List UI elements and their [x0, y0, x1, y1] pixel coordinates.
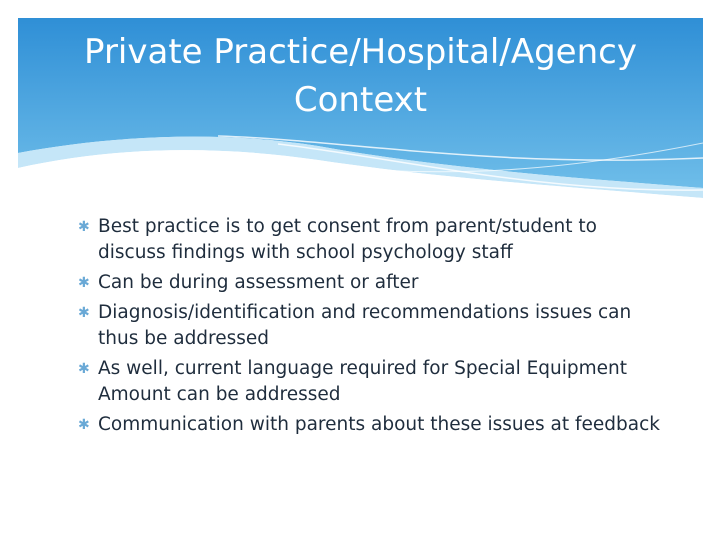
bullet-text: Communication with parents about these issues at feedback: [98, 414, 661, 435]
bullet-item: [78, 214, 668, 266]
bullet-item: [78, 300, 668, 352]
bullet-text: Best practice is to get consent from parent/student to discuss findings with school psychology staff: [98, 216, 597, 263]
asterisk-bullet-icon: ✱: [78, 417, 90, 433]
title-line-2: Context: [293, 80, 428, 120]
asterisk-bullet-icon: ✱: [78, 219, 90, 235]
asterisk-bullet-icon: ✱: [78, 361, 90, 377]
bullet-item: [78, 270, 668, 296]
bullet-item: [78, 412, 668, 438]
bullet-text: Diagnosis/identification and recommendations issues can thus be addressed: [98, 302, 632, 349]
bullet-text: As well, current language required for Special Equipment Amount can be addressed: [98, 358, 628, 405]
bullet-list: [78, 214, 668, 442]
title-line-1: Private Practice/Hospital/Agency: [84, 32, 637, 72]
asterisk-bullet-icon: ✱: [78, 305, 90, 321]
bullet-text: Can be during assessment or after: [98, 272, 419, 293]
asterisk-bullet-icon: ✱: [78, 275, 90, 291]
bullet-item: [78, 356, 668, 408]
slide-title: [18, 28, 703, 124]
